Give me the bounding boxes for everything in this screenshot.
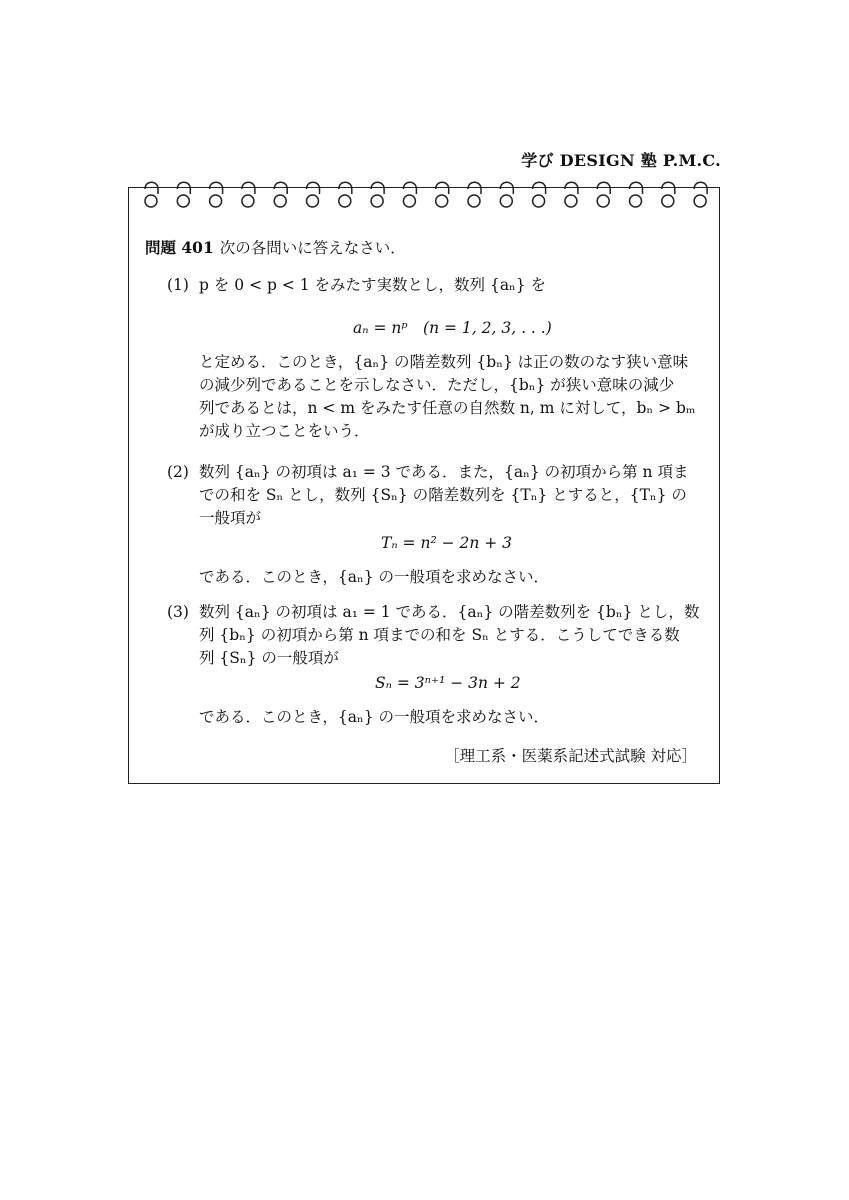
ring-row xyxy=(145,182,707,207)
brand-header: 学び DESIGN 塾 P.M.C. xyxy=(521,151,721,170)
ring-hole xyxy=(533,195,545,207)
text-line: 列 {Sₙ} の一般項が xyxy=(199,649,339,667)
ring-hole xyxy=(500,195,512,207)
notebook-rings xyxy=(129,180,721,214)
problem-card xyxy=(128,187,720,784)
ring-hole xyxy=(339,195,351,207)
ring-hook xyxy=(533,182,546,194)
ring-hook xyxy=(339,182,352,194)
ring-hook xyxy=(468,182,481,194)
ring-hook xyxy=(242,182,255,194)
text-line: 数列 {aₙ} の初項は a₁ = 3 である．また，{aₙ} の初項から第 n 項ま xyxy=(199,463,689,481)
text-line: が成り立つことをいう． xyxy=(199,422,370,440)
ring-hook xyxy=(565,182,578,194)
ring-hook xyxy=(371,182,384,194)
ring-hole xyxy=(177,195,189,207)
ring-hole xyxy=(210,195,222,207)
ring-hole xyxy=(307,195,319,207)
ring-hook xyxy=(145,182,158,194)
text-line: 列 {bₙ} の初項から第 n 項までの和を Sₙ とする．こうしてできる数 xyxy=(199,626,680,644)
ring-hole xyxy=(371,195,383,207)
ring-hook xyxy=(436,182,449,194)
problem-instruction: 次の各問いに答えなさい． xyxy=(219,239,406,257)
ring-hook xyxy=(274,182,287,194)
ring-hook xyxy=(662,182,675,194)
equation-1: aₙ = nᵖ (n = 1, 2, 3, . . .) xyxy=(353,319,552,337)
ring-hole xyxy=(597,195,609,207)
ring-hole xyxy=(662,195,674,207)
ring-hole xyxy=(403,195,415,207)
text-line: と定める．このとき，{aₙ} の階差数列 {bₙ} は正の数のなす狭い意味 xyxy=(199,353,689,371)
problem-title xyxy=(145,236,406,258)
ring-hole xyxy=(630,195,642,207)
text-line: である．このとき，{aₙ} の一般項を求めなさい． xyxy=(199,708,549,726)
problem-number: 問題 401 xyxy=(145,238,214,257)
ring-hole xyxy=(436,195,448,207)
ring-hook xyxy=(597,182,610,194)
ring-hole xyxy=(145,195,157,207)
equation-2: Tₙ = n² − 2n + 3 xyxy=(381,534,513,552)
ring-hole xyxy=(468,195,480,207)
footer-note: ［理工系・医薬系記述式試験 対応］ xyxy=(444,747,697,765)
item-intro: p を 0 < p < 1 をみたす実数とし，数列 {aₙ} を xyxy=(199,276,547,294)
equation-3: Sₙ = 3ⁿ⁺¹ − 3n + 2 xyxy=(375,674,521,692)
ring-hook xyxy=(210,182,223,194)
item-label: (1) xyxy=(167,276,189,294)
ring-hook xyxy=(403,182,416,194)
ring-hook xyxy=(177,182,190,194)
ring-hook xyxy=(694,182,707,194)
item-label: (2) xyxy=(167,463,189,481)
ring-hole xyxy=(565,195,577,207)
ring-hole xyxy=(242,195,254,207)
text-line: 数列 {aₙ} の初項は a₁ = 1 である．{aₙ} の階差数列を {bₙ} とし，数 xyxy=(199,603,700,621)
text-line: 一般項が xyxy=(199,509,262,527)
item-label: (3) xyxy=(167,603,189,621)
ring-hook xyxy=(630,182,643,194)
ring-hook xyxy=(500,182,513,194)
ring-hole xyxy=(694,195,706,207)
text-line: 列であるとは，n < m をみたす任意の自然数 n, m に対して，bₙ > bₘ xyxy=(199,399,696,417)
text-line: の減少列であることを示しなさい．ただし，{bₙ} が狭い意味の減少 xyxy=(199,376,675,394)
text-line: での和を Sₙ とし，数列 {Sₙ} の階差数列を {Tₙ} とすると，{Tₙ} の xyxy=(199,486,687,504)
ring-hook xyxy=(307,182,320,194)
text-line: である．このとき，{aₙ} の一般項を求めなさい． xyxy=(199,568,549,586)
ring-hole xyxy=(274,195,286,207)
